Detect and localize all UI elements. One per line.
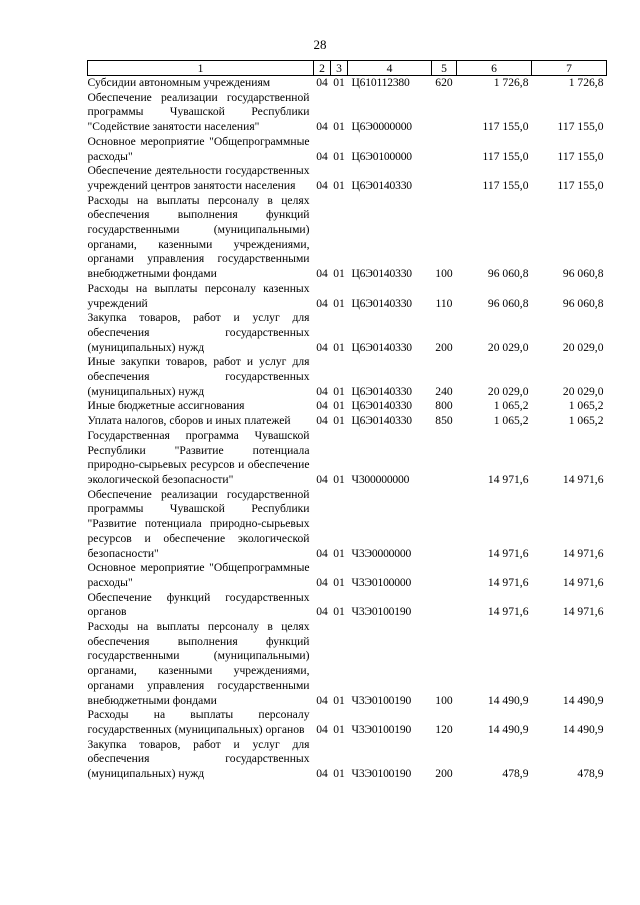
amount-cell-col6: 1 726,8 bbox=[493, 76, 529, 89]
amount-cell-col7: 14 971,6 bbox=[562, 472, 604, 486]
target-article-cell: Ц610112380 bbox=[351, 76, 410, 89]
table-row bbox=[88, 414, 607, 429]
section-code-cell: 04 bbox=[316, 767, 328, 781]
amount-cell-col7: 20 029,0 bbox=[562, 384, 604, 398]
amount-cell-col6: 20 029,0 bbox=[487, 384, 529, 398]
section-code-cell: 04 bbox=[316, 384, 328, 398]
target-article-cell: Ц6Э0140330 bbox=[351, 399, 412, 413]
table-row bbox=[88, 135, 607, 164]
amount-cell-col7: 117 155,0 bbox=[557, 120, 604, 134]
table-row bbox=[88, 591, 607, 620]
amount-cell-col6: 117 155,0 bbox=[482, 149, 529, 163]
section-code-cell: 04 bbox=[316, 546, 328, 560]
amount-cell-col6: 14 971,6 bbox=[487, 546, 529, 560]
amount-cell-col7: 117 155,0 bbox=[557, 149, 604, 163]
target-article-cell: Ц6Э0140330 bbox=[351, 414, 412, 428]
table-row bbox=[88, 738, 607, 782]
column-header: 5 bbox=[432, 61, 457, 76]
expense-type-cell: 110 bbox=[435, 296, 453, 310]
subsection-code-cell: 01 bbox=[333, 76, 345, 89]
row-name-cell: Обеспечение деятельности государственных учреждений центров занятости населения bbox=[87, 164, 310, 192]
row-name-cell: Субсидии автономным учреждениям bbox=[87, 76, 271, 89]
target-article-cell: Ц6Э0140330 bbox=[351, 384, 412, 398]
target-article-cell: Ч3Э0100190 bbox=[351, 767, 412, 781]
table-row bbox=[88, 429, 607, 488]
expense-type-cell: 200 bbox=[435, 340, 453, 354]
table-body bbox=[88, 76, 607, 782]
table-row bbox=[88, 708, 607, 737]
amount-cell-col7: 96 060,8 bbox=[562, 296, 604, 310]
subsection-code-cell: 01 bbox=[333, 149, 345, 163]
subsection-code-cell: 01 bbox=[333, 605, 345, 619]
expense-type-cell: 120 bbox=[435, 722, 453, 736]
amount-cell-col7: 14 490,9 bbox=[562, 693, 604, 707]
subsection-code-cell: 01 bbox=[333, 340, 345, 354]
expense-type-cell bbox=[432, 91, 457, 135]
subsection-code-cell: 01 bbox=[333, 414, 345, 428]
section-code-cell: 04 bbox=[316, 605, 328, 619]
expense-type-cell bbox=[432, 561, 457, 590]
amount-cell-col7: 14 971,6 bbox=[562, 605, 604, 619]
section-code-cell: 04 bbox=[316, 76, 328, 89]
subsection-code-cell: 01 bbox=[333, 267, 345, 281]
section-code-cell: 04 bbox=[316, 693, 328, 707]
row-name-cell: Расходы на выплаты персоналу казенных учреждений bbox=[87, 281, 310, 310]
subsection-code-cell: 01 bbox=[333, 575, 345, 589]
amount-cell-col6: 117 155,0 bbox=[482, 120, 529, 134]
expense-type-cell bbox=[432, 429, 457, 488]
target-article-cell: Ц6Э0140330 bbox=[351, 296, 412, 310]
amount-cell-col7: 478,9 bbox=[577, 767, 604, 781]
section-code-cell: 04 bbox=[316, 120, 328, 134]
target-article-cell: Ц6Э0100000 bbox=[351, 149, 412, 163]
table-header-row bbox=[88, 61, 607, 76]
column-header: 7 bbox=[532, 61, 607, 76]
amount-cell-col6: 478,9 bbox=[502, 767, 529, 781]
row-name-cell: Закупка товаров, работ и услуг для обеспечения государственных (муниципальных) нужд bbox=[87, 737, 310, 781]
subsection-code-cell: 01 bbox=[333, 693, 345, 707]
column-header: 4 bbox=[348, 61, 432, 76]
row-name-cell: Расходы на выплаты персоналу в целях обеспечения выполнения функций государственными (муниципальными) органами, казенными учреждениями, органами управления государственными внебюджетными фондами bbox=[87, 193, 310, 281]
row-name-cell: Закупка товаров, работ и услуг для обеспечения государственных (муниципальных) нужд bbox=[87, 311, 310, 354]
subsection-code-cell: 01 bbox=[333, 178, 345, 192]
expense-type-cell: 800 bbox=[435, 399, 453, 413]
amount-cell-col6: 1 065,2 bbox=[493, 399, 529, 413]
row-name-cell: Основное мероприятие "Общепрограммные расходы" bbox=[87, 561, 310, 589]
target-article-cell: Ц6Э0140330 bbox=[351, 267, 412, 281]
target-article-cell: Ч3Э0000000 bbox=[351, 546, 412, 560]
subsection-code-cell: 01 bbox=[333, 472, 345, 486]
expense-type-cell bbox=[432, 135, 457, 164]
subsection-code-cell: 01 bbox=[333, 120, 345, 134]
column-header: 1 bbox=[88, 61, 314, 76]
section-code-cell: 04 bbox=[316, 178, 328, 192]
target-article-cell: Ч3Э0100190 bbox=[351, 722, 412, 736]
row-name-cell: Иные закупки товаров, работ и услуг для обеспечения государственных (муниципальных) нужд bbox=[87, 355, 310, 398]
expense-type-cell: 850 bbox=[435, 414, 453, 428]
row-name-cell: Расходы на выплаты персоналу в целях обеспечения выполнения функций государственными (муниципальными) органами, казенными учреждениями, органами управления государственными внебюджетными фондами bbox=[87, 620, 310, 707]
amount-cell-col6: 20 029,0 bbox=[487, 340, 529, 354]
subsection-code-cell: 01 bbox=[333, 767, 345, 781]
subsection-code-cell: 01 bbox=[333, 722, 345, 736]
expense-type-cell: 100 bbox=[435, 267, 453, 281]
target-article-cell: Ч3Э0100000 bbox=[351, 575, 412, 589]
expense-type-cell: 200 bbox=[435, 767, 453, 781]
amount-cell-col7: 1 065,2 bbox=[568, 399, 604, 413]
row-name-cell: Обеспечение реализации государственной программы Чувашской Республики "Содействие занятости населения" bbox=[87, 90, 310, 134]
subsection-code-cell: 01 bbox=[333, 384, 345, 398]
amount-cell-col6: 96 060,8 bbox=[487, 267, 529, 281]
section-code-cell: 04 bbox=[316, 722, 328, 736]
row-name-cell: Обеспечение реализации государственной программы Чувашской Республики "Развитие потенциала природно-сырьевых ресурсов и обеспечение экологической безопасности" bbox=[87, 487, 310, 560]
target-article-cell: Ц6Э0000000 bbox=[351, 120, 412, 134]
amount-cell-col6: 96 060,8 bbox=[487, 296, 529, 310]
table-row bbox=[88, 399, 607, 414]
section-code-cell: 04 bbox=[316, 149, 328, 163]
target-article-cell: Ц6Э0140330 bbox=[351, 178, 412, 192]
table-row bbox=[88, 355, 607, 399]
amount-cell-col6: 14 490,9 bbox=[487, 693, 529, 707]
table-row bbox=[88, 76, 607, 91]
target-article-cell: Ч300000000 bbox=[351, 472, 410, 486]
amount-cell-col6: 117 155,0 bbox=[482, 178, 529, 192]
target-article-cell: Ч3Э0100190 bbox=[351, 693, 412, 707]
section-code-cell: 04 bbox=[316, 267, 328, 281]
table-row bbox=[88, 311, 607, 355]
amount-cell-col6: 14 490,9 bbox=[487, 722, 529, 736]
row-name-cell: Уплата налогов, сборов и иных платежей bbox=[87, 414, 291, 428]
amount-cell-col7: 14 971,6 bbox=[562, 546, 604, 560]
amount-cell-col6: 14 971,6 bbox=[487, 605, 529, 619]
expense-type-cell: 620 bbox=[435, 76, 453, 89]
amount-cell-col7: 14 490,9 bbox=[562, 722, 604, 736]
row-name-cell: Основное мероприятие "Общепрограммные расходы" bbox=[87, 134, 310, 163]
section-code-cell: 04 bbox=[316, 296, 328, 310]
subsection-code-cell: 01 bbox=[333, 546, 345, 560]
table-row bbox=[88, 194, 607, 282]
table-row bbox=[88, 488, 607, 562]
section-code-cell: 04 bbox=[316, 472, 328, 486]
expense-type-cell bbox=[432, 164, 457, 193]
amount-cell-col6: 1 065,2 bbox=[493, 414, 529, 428]
expense-type-cell bbox=[432, 591, 457, 620]
section-code-cell: 04 bbox=[316, 399, 328, 413]
target-article-cell: Ч3Э0100190 bbox=[351, 605, 412, 619]
row-name-cell: Иные бюджетные ассигнования bbox=[87, 399, 245, 413]
expense-type-cell: 100 bbox=[435, 693, 453, 707]
row-name-cell: Расходы на выплаты персоналу государственных (муниципальных) органов bbox=[87, 708, 310, 736]
section-code-cell: 04 bbox=[316, 340, 328, 354]
expense-type-cell: 240 bbox=[435, 384, 453, 398]
budget-table bbox=[87, 60, 607, 782]
subsection-code-cell: 01 bbox=[333, 399, 345, 413]
table-row bbox=[88, 561, 607, 590]
page-number: 28 bbox=[313, 37, 327, 52]
amount-cell-col7: 117 155,0 bbox=[557, 178, 604, 192]
section-code-cell: 04 bbox=[316, 575, 328, 589]
amount-cell-col6: 14 971,6 bbox=[487, 472, 529, 486]
table-row bbox=[88, 620, 607, 708]
column-header: 2 bbox=[314, 61, 331, 76]
row-name-cell: Государственная программа Чувашской Республики "Развитие потенциала природно-сырьевых ресурсов и обеспечение экологической безопасности" bbox=[87, 428, 310, 486]
amount-cell-col7: 96 060,8 bbox=[562, 267, 604, 281]
amount-cell-col7: 14 971,6 bbox=[562, 575, 604, 589]
subsection-code-cell: 01 bbox=[333, 296, 345, 310]
target-article-cell: Ц6Э0140330 bbox=[351, 340, 412, 354]
column-header: 3 bbox=[331, 61, 348, 76]
amount-cell-col7: 1 726,8 bbox=[568, 76, 604, 89]
amount-cell-col7: 20 029,0 bbox=[562, 340, 604, 354]
table-row bbox=[88, 164, 607, 193]
column-header: 6 bbox=[457, 61, 532, 76]
table-row bbox=[88, 91, 607, 135]
section-code-cell: 04 bbox=[316, 414, 328, 428]
amount-cell-col7: 1 065,2 bbox=[568, 414, 604, 428]
row-name-cell: Обеспечение функций государственных органов bbox=[87, 590, 310, 619]
amount-cell-col6: 14 971,6 bbox=[487, 575, 529, 589]
expense-type-cell bbox=[432, 488, 457, 562]
table-row bbox=[88, 282, 607, 311]
